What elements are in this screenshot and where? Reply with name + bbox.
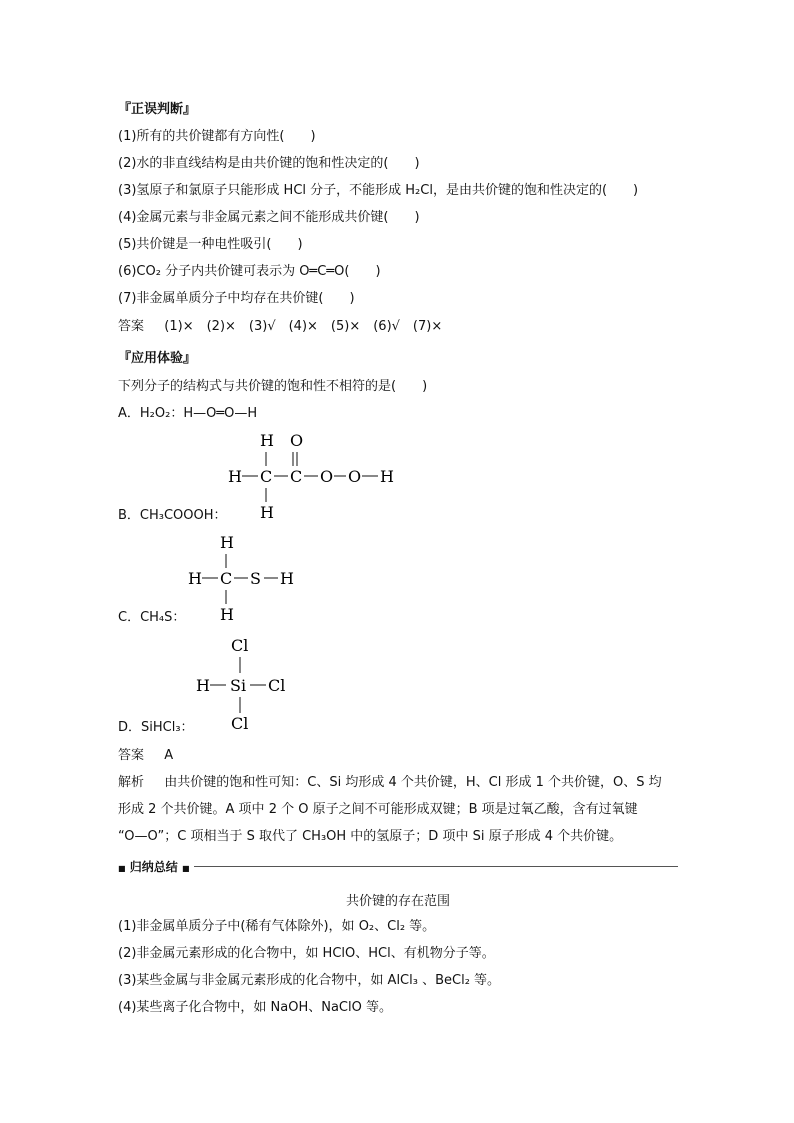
summary-item-2: (2)非金属元素形成的化合物中，如 HClO、HCl、有机物分子等。 — [118, 946, 495, 961]
atom-cl: Cl — [231, 636, 249, 655]
option-a: A．H₂O₂：H—O═O—H — [118, 406, 258, 421]
answer-label: 答案 — [118, 319, 145, 334]
atom-si: Si — [230, 676, 247, 695]
structure-sihcl3 — [190, 633, 320, 731]
summary-item-3: (3)某些金属与非金属元素形成的化合物中，如 AlCl₃ 、BeCl₂ 等。 — [118, 973, 501, 988]
analysis-line-2: 形成 2 个共价键。A 项中 2 个 O 原子之间不可能形成双键；B 项是过氧乙酸，含有过氧键 — [118, 802, 638, 817]
judgment-item-6: (6)CO₂ 分子内共价键可表示为 O═C═O( ) — [118, 264, 381, 279]
atom-h: H — [220, 605, 234, 624]
atom-h: H — [260, 503, 274, 522]
summary-title: 共价键的存在范围 — [345, 894, 450, 909]
analysis-line-1: 解析 由共价键的饱和性可知：C、Si 均形成 4 个共价键，H、Cl 形成 1 个共价键，O、S 均 — [118, 775, 662, 790]
atom-h: H — [280, 569, 294, 588]
atom-c: C — [220, 569, 233, 588]
answer-text: A — [164, 748, 174, 763]
judgment-answer — [118, 318, 442, 336]
summary-item-1: (1)非金属单质分子中(稀有气体除外)，如 O₂、Cl₂ 等。 — [118, 919, 436, 934]
structure-ch3cooh — [220, 428, 410, 523]
atom-h: H — [196, 676, 210, 695]
atom-s: S — [250, 569, 261, 588]
atom-cl: Cl — [231, 714, 249, 731]
judgment-item-3: (3)氢原子和氯原子只能形成 HCl 分子，不能形成 H₂Cl，是由共价键的饱和性决定的( ) — [118, 183, 639, 198]
judgment-item-7: (7)非金属单质分子中均存在共价键( ) — [118, 291, 355, 306]
atom-h: H — [220, 533, 234, 552]
application-answer — [118, 747, 173, 765]
atom-cl: Cl — [268, 676, 286, 695]
answer-label: 答案 — [118, 748, 145, 763]
atom-h: H — [380, 467, 394, 486]
section-title-judgment: 『正误判断』 — [118, 102, 197, 117]
atom-h: H — [260, 431, 274, 450]
atom-o: O — [290, 431, 304, 450]
atom-h: H — [188, 569, 202, 588]
option-c: C．CH₄S： — [118, 610, 186, 625]
section-title-application: 『应用体验』 — [118, 351, 197, 366]
judgment-item-1: (1)所有的共价键都有方向性( ) — [118, 129, 316, 144]
atom-c: C — [290, 467, 303, 486]
structure-ch3sh — [180, 530, 310, 625]
answer-text: (1)× (2)× (3)√ (4)× (5)× (6)√ (7)× — [164, 319, 443, 334]
atom-c: C — [260, 467, 273, 486]
option-d: D．SiHCl₃： — [118, 720, 194, 735]
summary-divider — [118, 866, 678, 867]
atom-o: O — [320, 467, 334, 486]
summary-item-4: (4)某些离子化合物中，如 NaOH、NaClO 等。 — [118, 1000, 392, 1015]
judgment-item-2: (2)水的非直线结构是由共价键的饱和性决定的( ) — [118, 156, 420, 171]
option-b: B．CH₃COOOH： — [118, 508, 227, 523]
judgment-item-4: (4)金属元素与非金属元素之间不能形成共价键( ) — [118, 210, 420, 225]
atom-o: O — [348, 467, 362, 486]
analysis-label: 解析 — [118, 775, 145, 790]
judgment-item-5: (5)共价键是一种电性吸引( ) — [118, 237, 303, 252]
question-text: 下列分子的结构式与共价键的饱和性不相符的是( ) — [118, 379, 428, 394]
analysis-line-3: “O—O”；C 项相当于 S 取代了 CH₃OH 中的氢原子；D 项中 Si 原子形成 4 个共价键。 — [118, 829, 623, 844]
summary-label: ■ 归纳总结 ■ — [118, 858, 194, 875]
atom-h: H — [228, 467, 242, 486]
